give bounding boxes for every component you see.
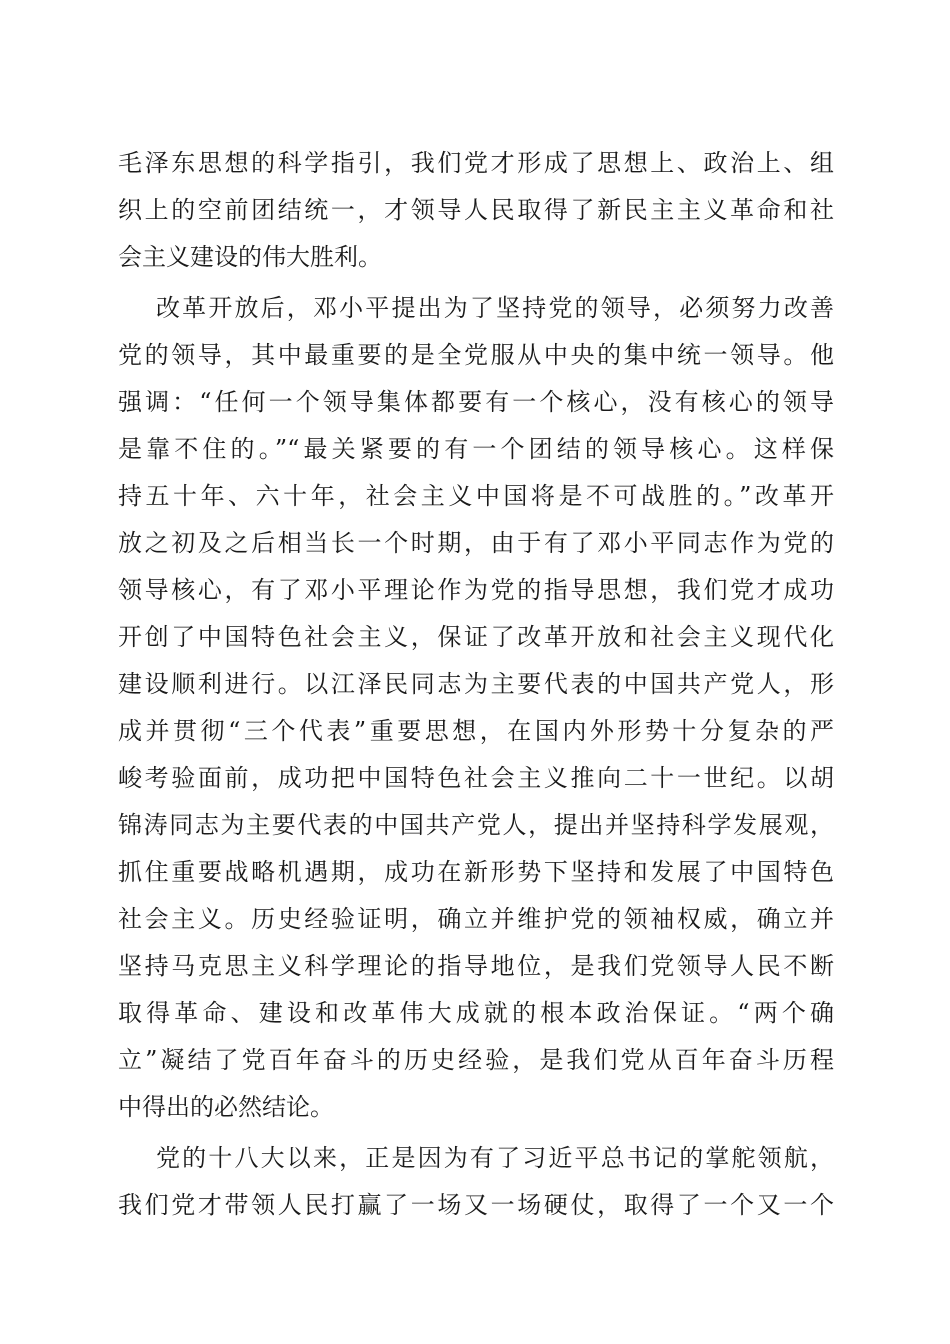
text-line: 强调：“任何一个领导集体都要有一个核心，没有核心的领导 (118, 388, 834, 416)
text-line: 成并贯彻“三个代表”重要思想，在国内外形势十分复杂的严 (118, 717, 834, 745)
text-line: 抓住重要战略机遇期，成功在新形势下坚持和发展了中国特色 (118, 858, 834, 886)
text-line: 织上的空前团结统一，才领导人民取得了新民主主义革命和社 (118, 196, 834, 224)
text-line: 开创了中国特色社会主义，保证了改革开放和社会主义现代化 (118, 623, 834, 651)
text-line: 我们党才带领人民打赢了一场又一场硬仗，取得了一个又一个 (118, 1191, 834, 1219)
document-body (118, 140, 834, 1229)
text-line: 是靠不住的。”“最关紧要的有一个团结的领导核心。这样保 (118, 435, 834, 463)
text-line: 领导核心，有了邓小平理论作为党的指导思想，我们党才成功 (118, 576, 834, 604)
text-line: 党的领导，其中最重要的是全党服从中央的集中统一领导。他 (118, 341, 834, 369)
text-line: 持五十年、六十年，社会主义中国将是不可战胜的。”改革开 (118, 482, 834, 510)
text-line: 锦涛同志为主要代表的中国共产党人，提出并坚持科学发展观， (118, 811, 834, 839)
text-line: 会主义建设的伟大胜利。 (118, 243, 382, 271)
text-line: 毛泽东思想的科学指引，我们党才形成了思想上、政治上、组 (118, 149, 834, 177)
text-line: 建设顺利进行。以江泽民同志为主要代表的中国共产党人，形 (118, 670, 834, 698)
text-line: 坚持马克思主义科学理论的指导地位，是我们党领导人民不断 (118, 952, 834, 980)
text-line: 放之初及之后相当长一个时期，由于有了邓小平同志作为党的 (118, 529, 834, 557)
text-line: 社会主义。历史经验证明，确立并维护党的领袖权威，确立并 (118, 905, 834, 933)
paragraph-first-line: 改革开放后，邓小平提出为了坚持党的领导，必须努力改善 (156, 294, 834, 322)
text-line: 立”凝结了党百年奋斗的历史经验，是我们党从百年奋斗历程 (118, 1046, 834, 1074)
text-line: 峻考验面前，成功把中国特色社会主义推向二十一世纪。以胡 (118, 764, 834, 792)
text-line: 取得革命、建设和改革伟大成就的根本政治保证。“两个确 (118, 999, 834, 1027)
text-line: 中得出的必然结论。 (118, 1093, 334, 1121)
paragraph-first-line: 党的十八大以来，正是因为有了习近平总书记的掌舵领航， (156, 1144, 834, 1172)
